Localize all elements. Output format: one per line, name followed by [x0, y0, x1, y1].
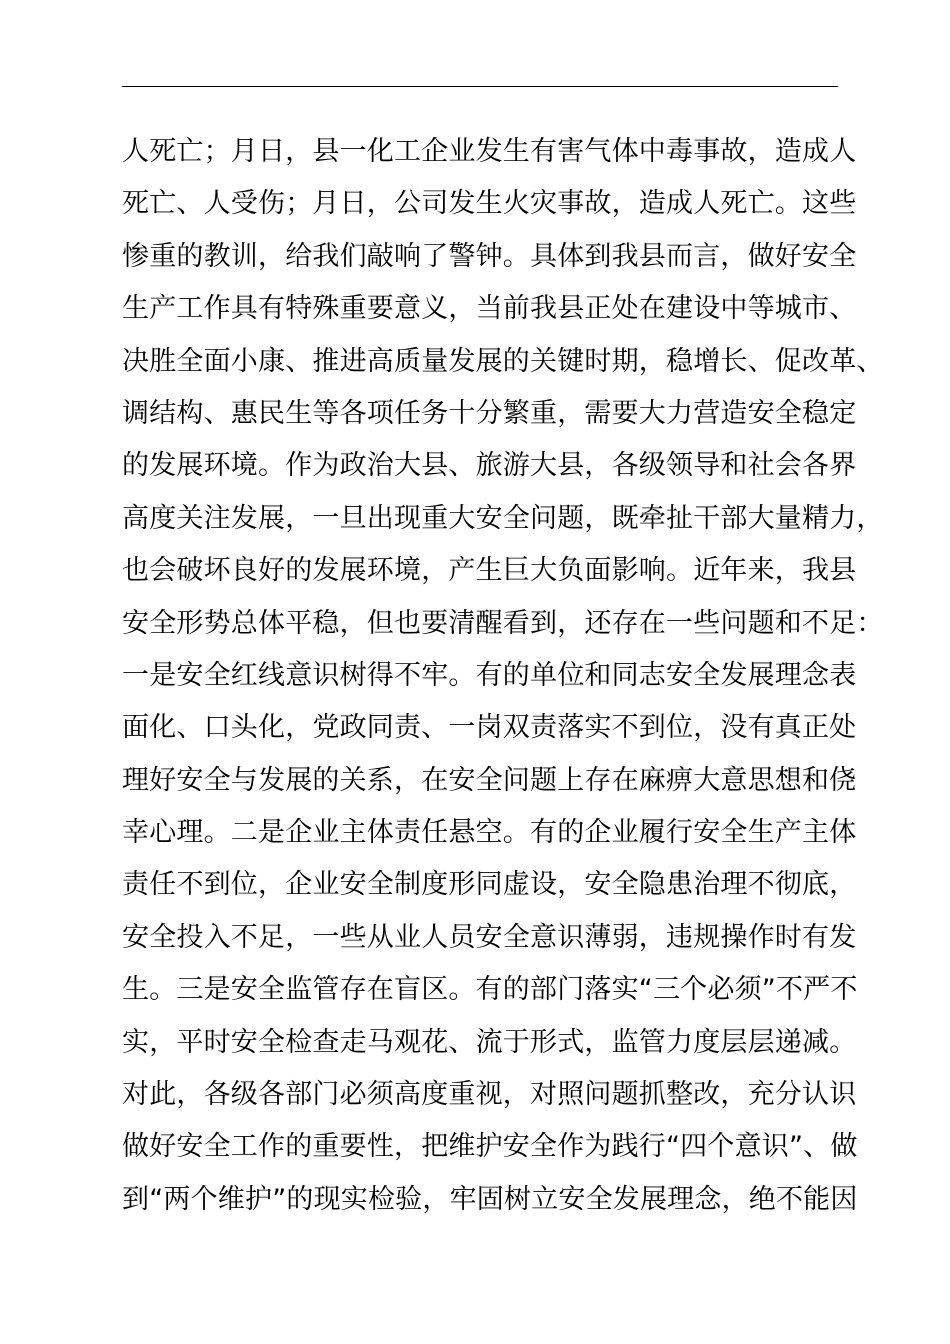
text-line: 安全形势总体平稳，但也要清醒看到，还存在一些问题和不足：: [122, 607, 884, 639]
text-line: 理好安全与发展的关系，在安全问题上存在麻痹大意思想和侥: [122, 764, 857, 796]
body-text: [122, 126, 884, 1226]
text-line: 责任不到位，企业安全制度形同虚设，安全隐患治理不彻底，: [122, 869, 857, 901]
text-line: 调结构、惠民生等各项任务十分繁重，需要大力营造安全稳定: [122, 397, 857, 429]
text-line: 实，平时安全检查走马观花、流于形式，监管力度层层递减。: [122, 1026, 857, 1058]
text-line: 也会破坏良好的发展环境，产生巨大负面影响。近年来，我县: [122, 555, 857, 587]
text-line: 人死亡；月日，县一化工企业发生有害气体中毒事故，造成人: [122, 136, 857, 167]
text-line: 面化、口头化，党政同责、一岗双责落实不到位，没有真正处: [122, 712, 857, 744]
text-line: 生。三是安全监管存在盲区。有的部门落实“三个必须”不严不: [122, 974, 858, 1006]
text-line: 对此，各级各部门必须高度重视，对照问题抓整改，充分认识: [122, 1079, 857, 1111]
text-line: 幸心理。二是企业主体责任悬空。有的企业履行安全生产主体: [122, 817, 857, 849]
text-line: 一是安全红线意识树得不牢。有的单位和同志安全发展理念表: [122, 659, 857, 691]
text-line: 高度关注发展，一旦出现重大安全问题，既牵扯干部大量精力，: [122, 502, 884, 534]
text-line: 生产工作具有特殊重要意义，当前我县正处在建设中等城市、: [122, 293, 857, 325]
text-line: 做好安全工作的重要性，把维护安全作为践行“四个意识”、做: [122, 1131, 858, 1163]
text-line: 惨重的教训，给我们敲响了警钟。具体到我县而言，做好安全: [122, 240, 857, 272]
text-line: 安全投入不足，一些从业人员安全意识薄弱，违规操作时有发: [122, 921, 857, 953]
text-line: 到“两个维护”的现实检验，牢固树立安全发展理念，绝不能因: [122, 1183, 858, 1215]
text-line: 死亡、人受伤；月日，公司发生火灾事故，造成人死亡。这些: [122, 188, 857, 220]
text-line: 决胜全面小康、推进高质量发展的关键时期，稳增长、促改革、: [122, 345, 884, 377]
header-rule: [122, 86, 838, 87]
text-line: 的发展环境。作为政治大县、旅游大县，各级领导和社会各界: [122, 450, 857, 482]
